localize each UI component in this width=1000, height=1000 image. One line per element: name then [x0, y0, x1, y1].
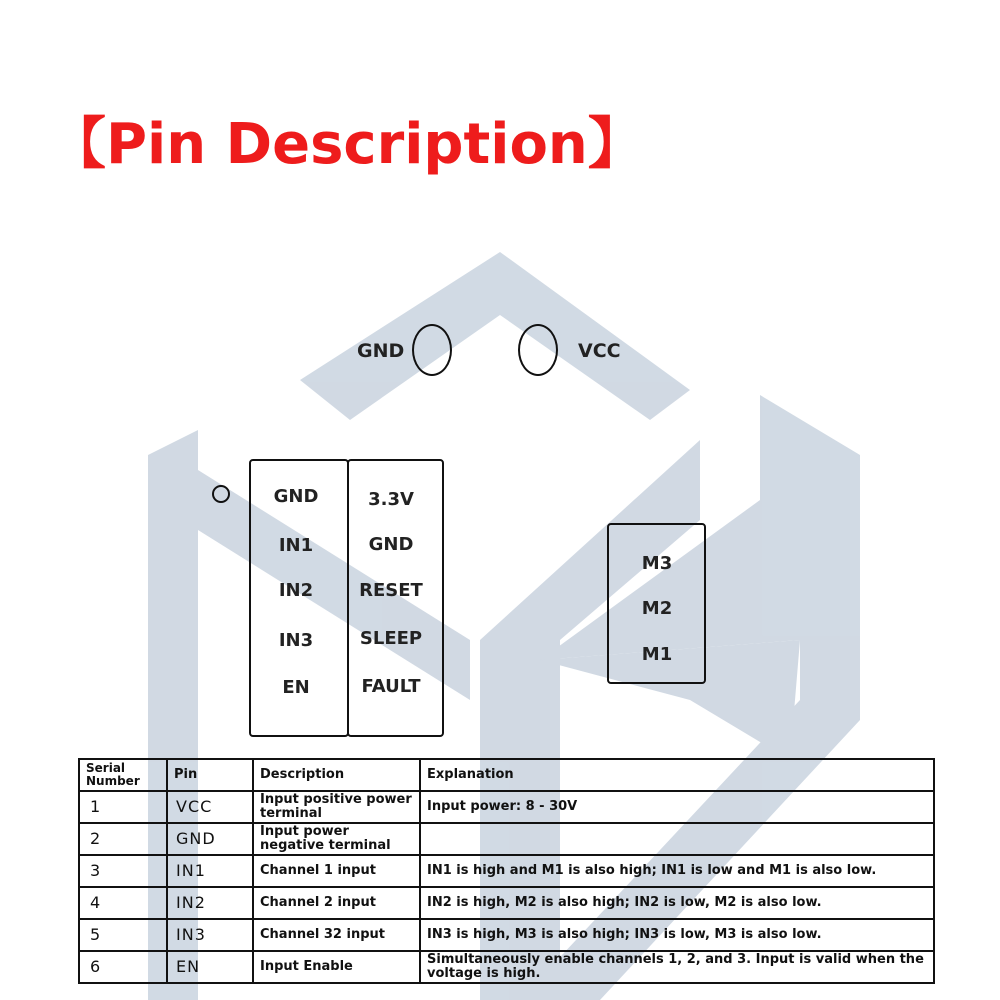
header-right-pin: FAULT	[361, 676, 421, 697]
header-right-pin: SLEEP	[359, 628, 423, 649]
serial-number-cell: 6	[79, 951, 167, 983]
pin-table	[78, 758, 935, 984]
table-row	[79, 791, 934, 823]
table-header-cell: Description	[253, 759, 420, 791]
pin-cell: EN	[167, 951, 253, 983]
header-right-pin: RESET	[359, 580, 423, 601]
serial-number-cell: 3	[79, 855, 167, 887]
pin-cell: GND	[167, 823, 253, 855]
table-row	[79, 951, 934, 983]
power-gnd-pad	[412, 324, 452, 376]
explanation-cell: IN2 is high, M2 is also high; IN2 is low, M2 is also low.	[420, 887, 934, 919]
table-header-row	[79, 759, 934, 791]
serial-number-cell: 5	[79, 919, 167, 951]
header-left-pin: GND	[273, 486, 319, 507]
pin-cell: VCC	[167, 791, 253, 823]
motor-pin: M1	[641, 644, 673, 665]
header-left-pin: IN1	[278, 535, 314, 556]
header-right-pin: GND	[368, 534, 414, 555]
description-cell: Channel 1 input	[253, 855, 420, 887]
description-cell: Input power negative terminal	[253, 823, 420, 855]
explanation-cell: IN3 is high, M3 is also high; IN3 is low, M3 is also low.	[420, 919, 934, 951]
header-right-pin: 3.3V	[368, 489, 414, 510]
pin-cell: IN1	[167, 855, 253, 887]
page-title: 【Pin Description】	[50, 112, 644, 177]
explanation-cell: IN1 is high and M1 is also high; IN1 is low and M1 is also low.	[420, 855, 934, 887]
table-row	[79, 887, 934, 919]
header-left-pin: IN2	[278, 580, 314, 601]
table-row	[79, 823, 934, 855]
table-row	[79, 919, 934, 951]
explanation-cell	[420, 823, 934, 855]
pin-cell: IN3	[167, 919, 253, 951]
explanation-cell: Input power: 8 - 30V	[420, 791, 934, 823]
power-gnd-label: GND	[357, 340, 405, 362]
power-vcc-pad	[518, 324, 558, 376]
power-vcc-label: VCC	[578, 340, 621, 362]
table-row	[79, 855, 934, 887]
description-cell: Input Enable	[253, 951, 420, 983]
serial-number-cell: 4	[79, 887, 167, 919]
motor-pin: M2	[641, 598, 673, 619]
serial-number-cell: 2	[79, 823, 167, 855]
table-header-cell: Pin	[167, 759, 253, 791]
header-left-pin: IN3	[278, 630, 314, 651]
table-header-cell: Explanation	[420, 759, 934, 791]
description-cell: Channel 2 input	[253, 887, 420, 919]
header-left-pin: EN	[282, 677, 310, 698]
pin-cell: IN2	[167, 887, 253, 919]
table-header-cell: Serial Number	[79, 759, 167, 791]
serial-number-cell: 1	[79, 791, 167, 823]
mounting-hole	[212, 485, 230, 503]
description-cell: Channel 32 input	[253, 919, 420, 951]
motor-pin: M3	[641, 553, 673, 574]
description-cell: Input positive power terminal	[253, 791, 420, 823]
explanation-cell: Simultaneously enable channels 1, 2, and 3. Input is valid when the voltage is high.	[420, 951, 934, 983]
